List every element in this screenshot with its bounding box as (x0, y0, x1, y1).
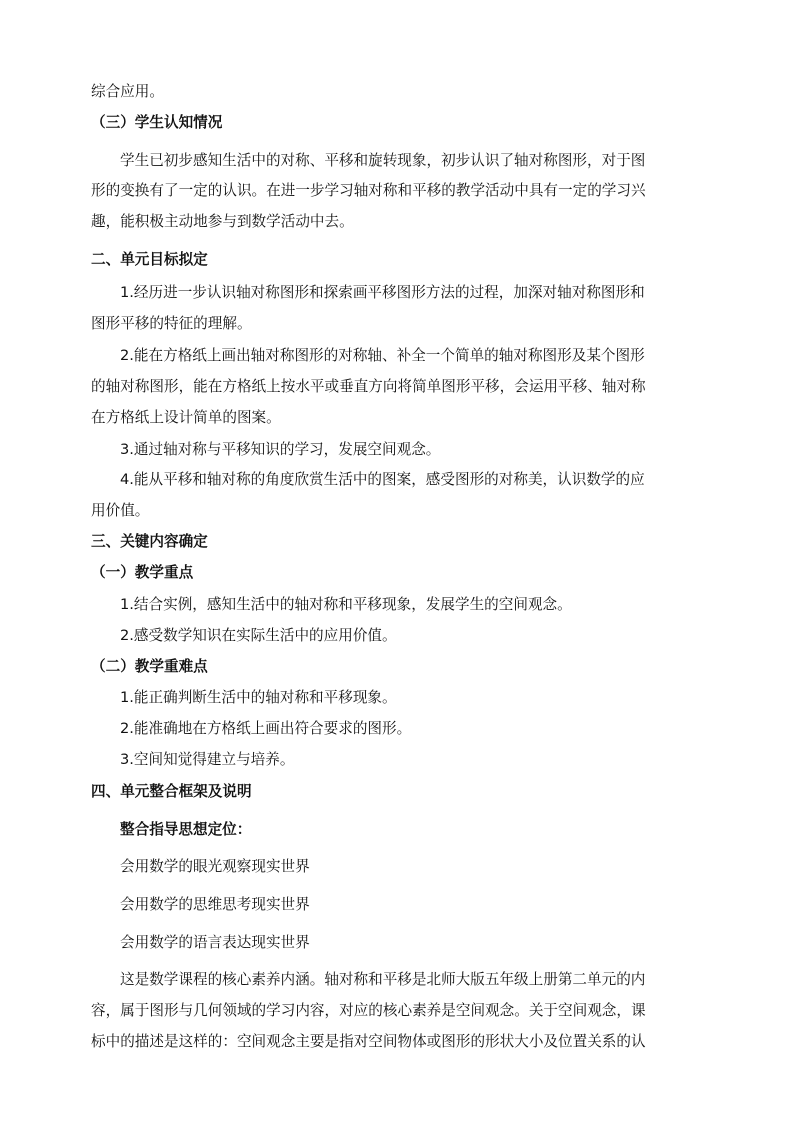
paragraph-line: 用价值。 (91, 502, 150, 519)
paragraph-line: 2.能准确地在方格纸上画出符合要求的图形。 (120, 720, 412, 737)
paragraph-line: 会用数学的思维思考现实世界 (120, 896, 310, 913)
section-subheading: 整合指导思想定位： (120, 821, 252, 838)
paragraph-line: 形的变换有了一定的认识。在进一步学习轴对称和平移的教学活动中具有一定的学习兴 (91, 182, 646, 199)
paragraph-line: 1.能正确判断生活中的轴对称和平移现象。 (120, 689, 397, 706)
paragraph-line: 3.通过轴对称与平移知识的学习，发展空间观念。 (120, 441, 441, 458)
section-heading: 四、单元整合框架及说明 (91, 783, 252, 800)
paragraph-line: 综合应用。 (91, 83, 164, 100)
paragraph-line: 4.能从平移和轴对称的角度欣赏生活中的图案，感受图形的对称美，认识数学的应 (120, 471, 645, 488)
paragraph-line: 3.空间知觉得建立与培养。 (120, 751, 295, 768)
paragraph-line: 标中的描述是这样的：空间观念主要是指对空间物体或图形的形状大小及位置关系的认 (91, 1033, 646, 1050)
paragraph-line: 1.经历进一步认识轴对称图形和探索画平移图形方法的过程，加深对轴对称图形和 (120, 284, 645, 301)
paragraph-line: 容，属于图形与几何领域的学习内容，对应的核心素养是空间观念。关于空间观念，课 (91, 1002, 646, 1019)
paragraph-line: 在方格纸上设计简单的图案。 (91, 409, 281, 426)
paragraph-line: 会用数学的眼光观察现实世界 (120, 858, 310, 875)
paragraph-line: 1.结合实例，感知生活中的轴对称和平移现象，发展学生的空间观念。 (120, 596, 572, 613)
paragraph-line: 2.感受数学知识在实际生活中的应用价值。 (120, 627, 397, 644)
section-heading: 二、单元目标拟定 (91, 251, 208, 268)
paragraph-line: 趣，能积极主动地参与到数学活动中去。 (91, 213, 354, 230)
paragraph-line: 2.能在方格纸上画出轴对称图形的对称轴、补全一个简单的轴对称图形及某个图形 (120, 347, 645, 364)
section-heading: 三、关键内容确定 (91, 533, 208, 550)
paragraph-line: 会用数学的语言表达现实世界 (120, 934, 310, 951)
paragraph-line: 这是数学课程的核心素养内涵。轴对称和平移是北师大版五年级上册第二单元的内 (120, 971, 646, 988)
section-heading: （一）教学重点 (91, 564, 194, 581)
paragraph-line: 的轴对称图形，能在方格纸上按水平或垂直方向将简单图形平移，会运用平移、轴对称 (91, 378, 646, 395)
paragraph-line: 学生已初步感知生活中的对称、平移和旋转现象，初步认识了轴对称图形，对于图 (120, 152, 646, 169)
section-heading: （二）教学重难点 (91, 658, 208, 675)
paragraph-line: 图形平移的特征的理解。 (91, 315, 252, 332)
section-heading: （三）学生认知情况 (91, 114, 223, 131)
